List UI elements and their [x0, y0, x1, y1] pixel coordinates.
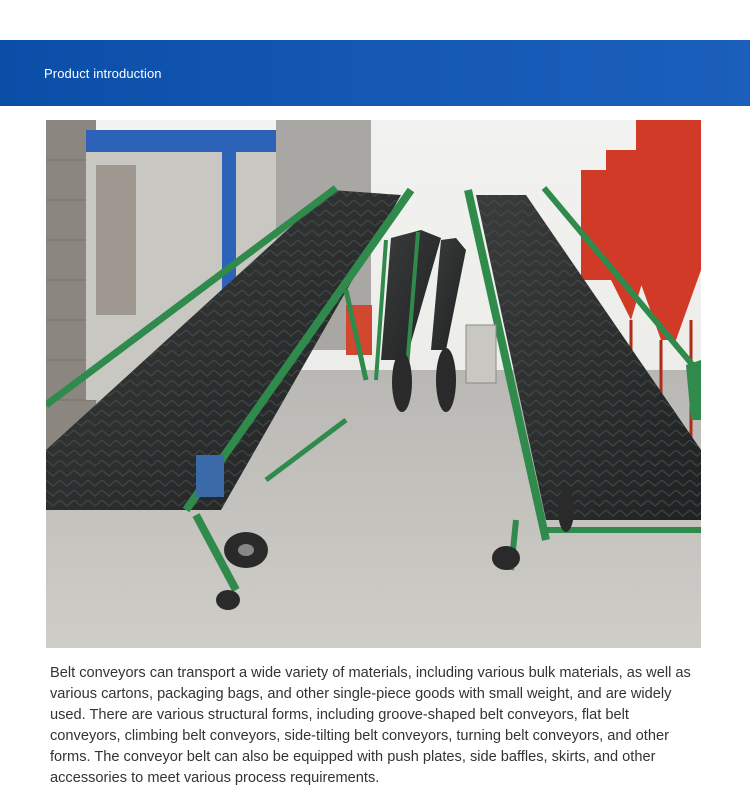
section-header-banner [0, 40, 750, 106]
product-description: Belt conveyors can transport a wide variety of materials, including various bulk materials, as well as various cartons, packaging bags, and other single-piece goods with small weight, and are widely used. There are various structural forms, including groove-shaped belt conveyors, flat belt conveyors, climbing belt conveyors, side-tilting belt conveyors, turning belt conveyors, and other forms. The conveyor belt can also be equipped with push plates, side baffles, skirts, and other accessories to meet various process requirements. [50, 665, 691, 786]
belt-conveyor-photo [46, 120, 701, 648]
product-image [46, 120, 701, 648]
section-title: Product introduction [44, 66, 162, 81]
